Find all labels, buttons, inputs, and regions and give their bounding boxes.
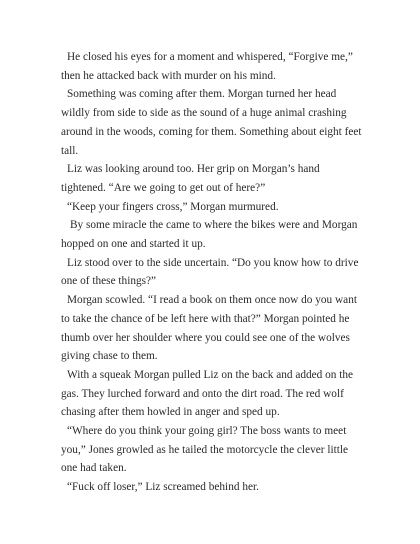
paragraph: He closed his eyes for a moment and whispered, “Forgive me,” then he attacked back with murder on his mind. [61, 51, 353, 82]
story-text [61, 48, 366, 497]
paragraph: By some miracle the came to where the bikes were and Morgan hopped on one and started it up. [61, 219, 358, 251]
paragraph: “Keep your fingers cross,” Morgan murmured. [67, 200, 279, 213]
paragraph: “Fuck off loser,” Liz screamed behind her. [67, 481, 259, 494]
paragraph: Something was coming after them. Morgan turned her head wildly from side to side as the sound of a huge animal crashing around in the woods, coming for them. Something about eight feet tall. [61, 88, 362, 157]
paragraph: “Where do you think your going girl? The boss wants to meet you,” Jones growled as he tailed the motorcycle the clever little one had taken. [61, 425, 349, 475]
paragraph: Liz stood over to the side uncertain. “Do you know how to drive one of these things?” [61, 256, 359, 288]
paragraph: Morgan scowled. “I read a book on them once now do you want to take the chance of be left here with that?” Morgan pointed he thumb over her shoulder where you could see one of the wolves giving chase to them. [61, 294, 357, 363]
paragraph: Liz was looking around too. Her grip on Morgan’s hand tightened. “Are we going to get out of here?” [61, 163, 320, 194]
paragraph: With a squeak Morgan pulled Liz on the back and added on the gas. They lurched forward and onto the dirt road. The red wolf chasing after them howled in anger and sped up. [61, 368, 354, 419]
